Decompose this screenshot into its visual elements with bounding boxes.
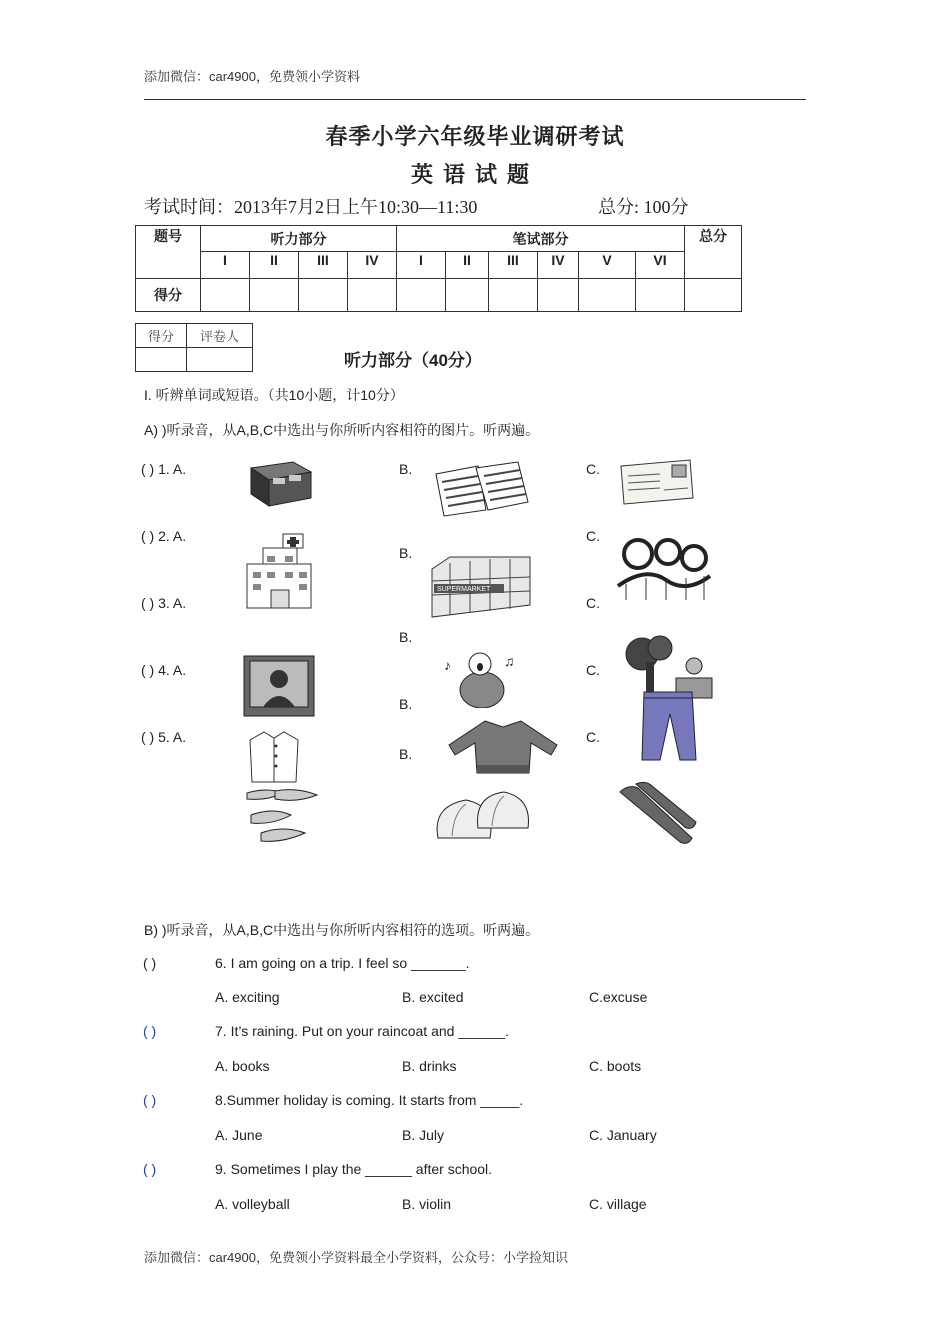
question-text: 7. It’s raining. Put on your raincoat and ______. [215, 1023, 509, 1039]
option-b-label: B. [399, 545, 413, 561]
option-b-label: B. [399, 696, 413, 712]
carrot-icon[interactable] [243, 785, 323, 845]
shirt-icon[interactable] [246, 728, 302, 784]
cucumber-icon[interactable] [618, 780, 698, 850]
exam-time: 考试时间：2013年7月2日上午10:30—11:30 [144, 197, 478, 217]
write-col: II [446, 252, 489, 279]
newspaper-icon[interactable] [432, 460, 530, 518]
option-a[interactable]: A. volleyball [215, 1196, 290, 1212]
exam-total: 总分: 100分 [598, 197, 689, 217]
score-cell[interactable] [201, 279, 250, 312]
item-label: ( ) 4. A. [141, 662, 187, 678]
answer-blank[interactable]: ( ) [143, 955, 157, 971]
option-c[interactable]: C. village [589, 1196, 647, 1212]
svg-text:♪: ♪ [444, 657, 451, 673]
option-c[interactable]: C. boots [589, 1058, 642, 1074]
option-c-label: C. [586, 461, 600, 477]
score-cell[interactable] [446, 279, 489, 312]
write-col: III [489, 252, 538, 279]
score-row-label: 得分 [136, 279, 201, 312]
grader-table [135, 323, 253, 372]
supermarket-icon[interactable] [430, 555, 532, 619]
listen-col: I [201, 252, 250, 279]
option-c-label: C. [586, 595, 600, 611]
option-a[interactable]: A. books [215, 1058, 270, 1074]
option-b-label: B. [399, 461, 413, 477]
listen-col: III [299, 252, 348, 279]
question-text: 8.Summer holiday is coming. It starts from _____. [215, 1092, 524, 1108]
tv-icon[interactable] [243, 655, 315, 717]
item-label: ( ) 3. A. [141, 595, 187, 611]
hospital-icon[interactable] [243, 530, 315, 610]
write-col: I [397, 252, 446, 279]
option-a[interactable]: A. exciting [215, 989, 280, 1005]
write-col: VI [636, 252, 685, 279]
option-b[interactable]: B. violin [402, 1196, 452, 1212]
score-cell[interactable] [299, 279, 348, 312]
grader-name-cell[interactable] [187, 348, 253, 372]
postcard-icon[interactable] [618, 458, 696, 506]
item-label: ( ) 2. A. [141, 528, 187, 544]
item-label: ( ) 1. A. [141, 461, 187, 477]
total-header: 总分 [685, 226, 742, 279]
singer-icon[interactable] [440, 650, 526, 708]
grader-score-cell[interactable] [136, 348, 187, 372]
part1-instruction: A) )听录音，从A,B,C中选出与你所听内容相符的图片。听两遍。 [144, 422, 540, 438]
option-b[interactable]: B. drinks [402, 1058, 457, 1074]
page-footer: 添加微信：car4900，免费领小学资料最全小学资料，公众号：小学捡知识 [144, 1250, 568, 1265]
option-b[interactable]: B. excited [402, 989, 464, 1005]
question-text: 9. Sometimes I play the ______ after school. [215, 1161, 493, 1177]
jeans-icon[interactable] [636, 690, 700, 762]
score-cell[interactable] [397, 279, 446, 312]
option-c-label: C. [586, 662, 600, 678]
option-a[interactable]: A. June [215, 1127, 263, 1143]
grader-name-label: 评卷人 [187, 324, 253, 348]
score-cell[interactable] [685, 279, 742, 312]
option-b-label: B. [399, 746, 413, 762]
svg-text:♫: ♫ [504, 653, 515, 669]
option-c-label: C. [586, 528, 600, 544]
header-rule [144, 99, 806, 100]
dictionary-icon[interactable] [243, 458, 315, 510]
listen-col: II [250, 252, 299, 279]
answer-blank[interactable]: ( ) [143, 1092, 157, 1108]
exam-title: 春季小学六年级毕业调研考试 [325, 124, 625, 149]
exam-subtitle: 英语试题 [410, 162, 539, 187]
answer-blank[interactable]: ( ) [143, 1023, 157, 1039]
listening-header: 听力部分 [201, 226, 397, 252]
score-cell[interactable] [636, 279, 685, 312]
rollercoaster-icon[interactable] [616, 536, 712, 600]
writing-header: 笔试部分 [397, 226, 685, 252]
score-cell[interactable] [579, 279, 636, 312]
option-b-label: B. [399, 629, 413, 645]
write-col: V [579, 252, 636, 279]
score-cell[interactable] [348, 279, 397, 312]
col-title: 题号 [136, 226, 201, 279]
write-col: IV [538, 252, 579, 279]
part1-title: I. 听辨单词或短语。（共10小题，计10分） [144, 387, 404, 403]
item-label: ( ) 5. A. [141, 729, 187, 745]
listen-col: IV [348, 252, 397, 279]
option-c[interactable]: C.excuse [589, 989, 648, 1005]
score-cell[interactable] [250, 279, 299, 312]
option-b[interactable]: B. July [402, 1127, 445, 1143]
option-c[interactable]: C. January [589, 1127, 657, 1143]
page-header: 添加微信：car4900，免费领小学资料 [144, 69, 360, 84]
sweater-icon[interactable] [445, 715, 561, 779]
section-title: 听力部分（40分） [344, 351, 482, 370]
svg-text:SUPERMARKET: SUPERMARKET [437, 586, 491, 593]
score-cell[interactable] [538, 279, 579, 312]
score-cell[interactable] [489, 279, 538, 312]
score-table [135, 225, 742, 312]
option-c-label: C. [586, 729, 600, 745]
partB-instruction: B) )听录音，从A,B,C中选出与你所听内容相符的选项。听两遍。 [144, 922, 540, 938]
answer-blank[interactable]: ( ) [143, 1161, 157, 1177]
grader-score-label: 得分 [136, 324, 187, 348]
question-text: 6. I am going on a trip. I feel so _______. [215, 955, 470, 971]
onion-icon[interactable] [432, 782, 532, 844]
